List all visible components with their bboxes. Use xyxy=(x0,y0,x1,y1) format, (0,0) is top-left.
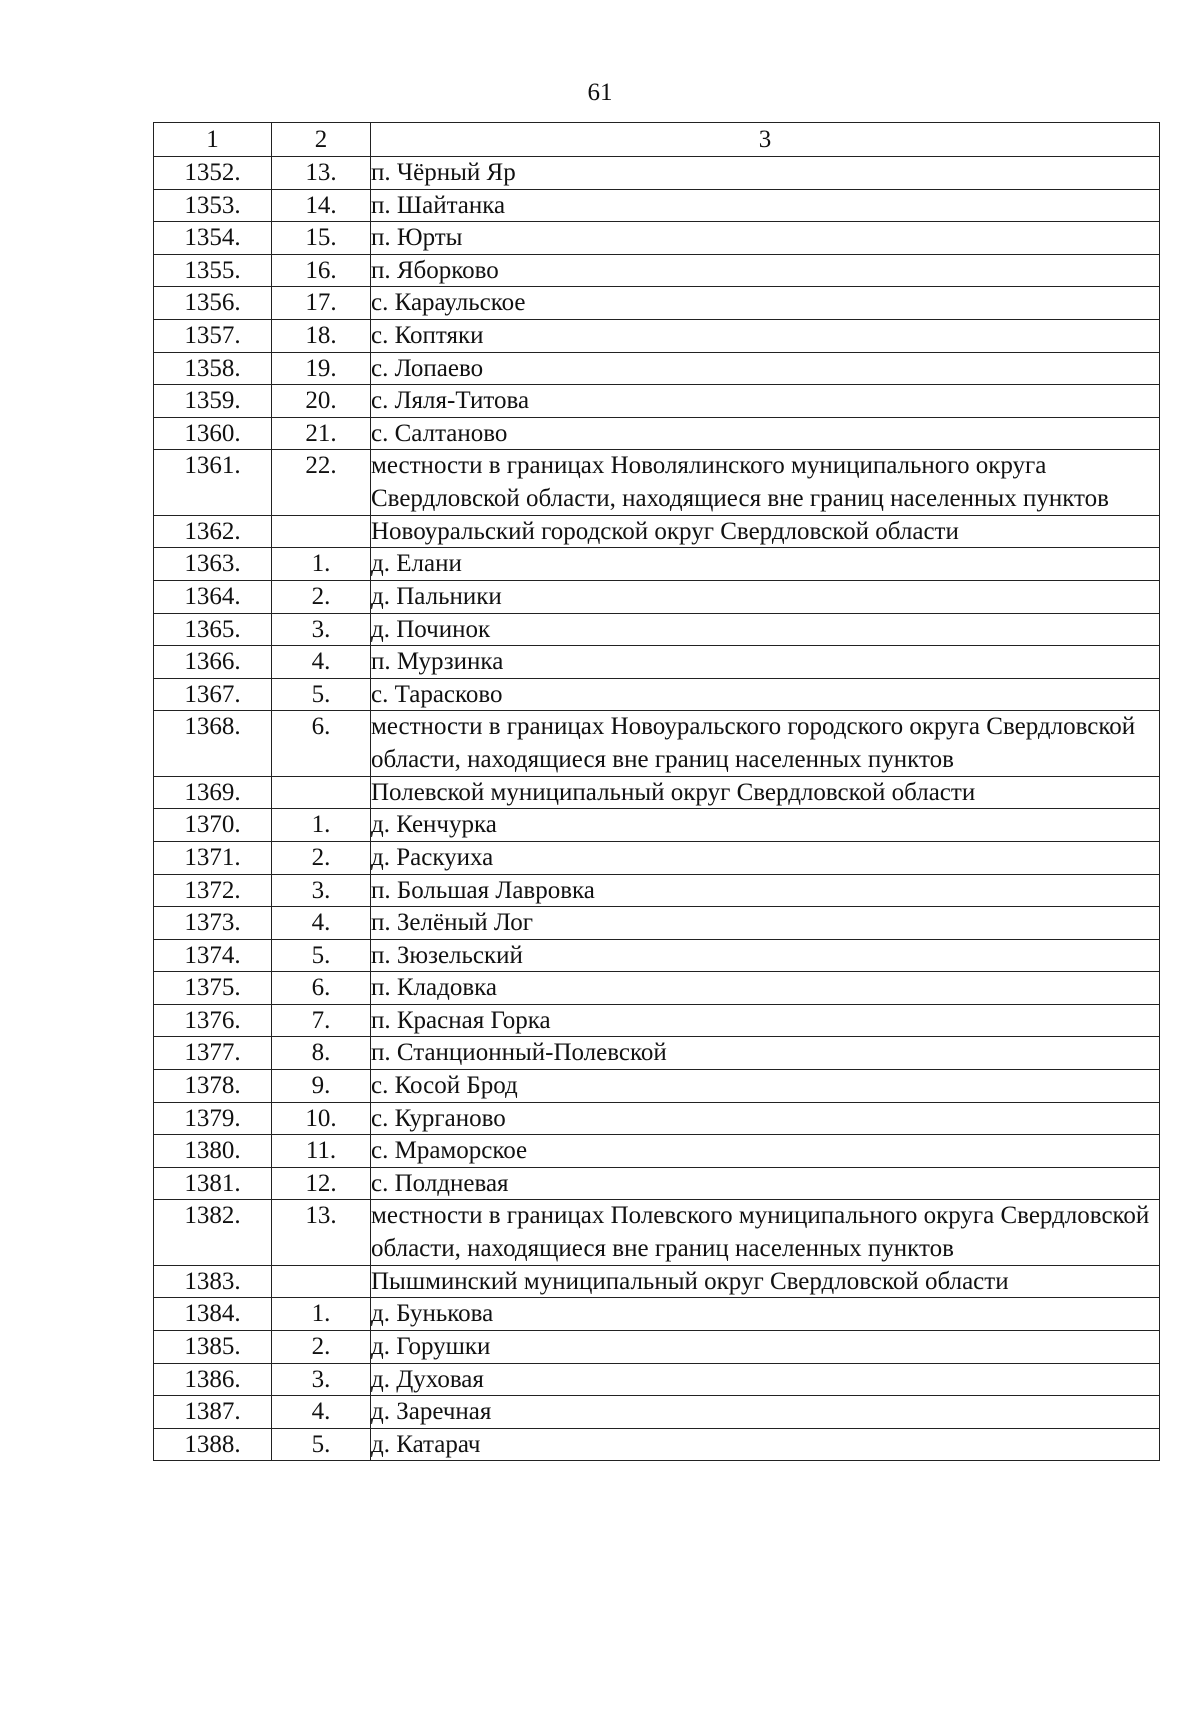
settlement-name-cell: п. Шайтанка xyxy=(371,189,1160,222)
sub-number-cell: 1. xyxy=(272,1298,371,1331)
sub-number-cell: 18. xyxy=(272,319,371,352)
settlement-name-cell: п. Красная Горка xyxy=(371,1004,1160,1037)
settlement-name-cell: д. Заречная xyxy=(371,1396,1160,1429)
row-number-cell: 1362. xyxy=(154,515,272,548)
settlement-name-cell: д. Кенчурка xyxy=(371,809,1160,842)
settlement-name-cell: с. Салтаново xyxy=(371,417,1160,450)
settlement-name-cell: п. Станционный-Полевской xyxy=(371,1037,1160,1070)
settlement-name-cell: с. Лопаево xyxy=(371,352,1160,385)
sub-number-cell: 13. xyxy=(272,157,371,190)
sub-number-cell: 20. xyxy=(272,385,371,418)
sub-number-cell: 6. xyxy=(272,972,371,1005)
row-number-cell: 1366. xyxy=(154,646,272,679)
row-number-cell: 1372. xyxy=(154,874,272,907)
column-header-3: 3 xyxy=(371,123,1160,157)
row-number-cell: 1388. xyxy=(154,1428,272,1461)
sub-number-cell: 21. xyxy=(272,417,371,450)
sub-number-cell: 14. xyxy=(272,189,371,222)
settlements-table xyxy=(153,122,1160,1461)
settlement-name-cell: Пышминский муниципальный округ Свердловской области xyxy=(371,1265,1160,1298)
row-number-cell: 1361. xyxy=(154,450,272,515)
settlement-name-cell: д. Починок xyxy=(371,613,1160,646)
row-number-cell: 1371. xyxy=(154,841,272,874)
row-number-cell: 1367. xyxy=(154,678,272,711)
row-number-cell: 1374. xyxy=(154,939,272,972)
table-row xyxy=(154,1396,1160,1429)
table-row xyxy=(154,874,1160,907)
sub-number-cell: 8. xyxy=(272,1037,371,1070)
settlement-name-cell: п. Зюзельский xyxy=(371,939,1160,972)
table-row xyxy=(154,678,1160,711)
row-number-cell: 1360. xyxy=(154,417,272,450)
row-number-cell: 1381. xyxy=(154,1167,272,1200)
sub-number-cell: 6. xyxy=(272,711,371,776)
settlement-name-cell: с. Караульское xyxy=(371,287,1160,320)
table-row xyxy=(154,1037,1160,1070)
table-header-row xyxy=(154,123,1160,157)
table-row xyxy=(154,417,1160,450)
row-number-cell: 1354. xyxy=(154,222,272,255)
column-header-2: 2 xyxy=(272,123,371,157)
table-row xyxy=(154,287,1160,320)
table-row xyxy=(154,319,1160,352)
row-number-cell: 1359. xyxy=(154,385,272,418)
table-row xyxy=(154,1004,1160,1037)
sub-number-cell: 5. xyxy=(272,939,371,972)
column-header-1: 1 xyxy=(154,123,272,157)
table-row xyxy=(154,515,1160,548)
settlement-name-cell: п. Мурзинка xyxy=(371,646,1160,679)
sub-number-cell: 2. xyxy=(272,580,371,613)
table-row xyxy=(154,1428,1160,1461)
settlement-name-cell: д. Духовая xyxy=(371,1363,1160,1396)
row-number-cell: 1383. xyxy=(154,1265,272,1298)
settlement-name-cell: с. Тарасково xyxy=(371,678,1160,711)
row-number-cell: 1380. xyxy=(154,1135,272,1168)
sub-number-cell: 13. xyxy=(272,1200,371,1265)
table-row xyxy=(154,1363,1160,1396)
row-number-cell: 1373. xyxy=(154,907,272,940)
sub-number-cell xyxy=(272,1265,371,1298)
table-row xyxy=(154,222,1160,255)
table-row xyxy=(154,809,1160,842)
sub-number-cell: 5. xyxy=(272,1428,371,1461)
row-number-cell: 1369. xyxy=(154,776,272,809)
row-number-cell: 1382. xyxy=(154,1200,272,1265)
settlement-name-cell: местности в границах Новоуральского городского округа Свердловской области, находящиеся вне границ населенных пунктов xyxy=(371,711,1160,776)
sub-number-cell: 4. xyxy=(272,646,371,679)
table-row xyxy=(154,939,1160,972)
sub-number-cell: 4. xyxy=(272,1396,371,1429)
table-row xyxy=(154,1298,1160,1331)
sub-number-cell: 19. xyxy=(272,352,371,385)
row-number-cell: 1365. xyxy=(154,613,272,646)
table-row xyxy=(154,1167,1160,1200)
settlement-name-cell: п. Чёрный Яр xyxy=(371,157,1160,190)
table-row xyxy=(154,1265,1160,1298)
sub-number-cell: 16. xyxy=(272,254,371,287)
sub-number-cell: 3. xyxy=(272,1363,371,1396)
row-number-cell: 1384. xyxy=(154,1298,272,1331)
settlement-name-cell: п. Большая Лавровка xyxy=(371,874,1160,907)
sub-number-cell xyxy=(272,776,371,809)
sub-number-cell: 17. xyxy=(272,287,371,320)
table-row xyxy=(154,1135,1160,1168)
row-number-cell: 1357. xyxy=(154,319,272,352)
sub-number-cell: 2. xyxy=(272,841,371,874)
table-row xyxy=(154,450,1160,515)
table-row xyxy=(154,254,1160,287)
sub-number-cell: 11. xyxy=(272,1135,371,1168)
row-number-cell: 1364. xyxy=(154,580,272,613)
settlement-name-cell: местности в границах Полевского муниципального округа Свердловской области, находящиеся вне границ населенных пунктов xyxy=(371,1200,1160,1265)
row-number-cell: 1368. xyxy=(154,711,272,776)
sub-number-cell: 10. xyxy=(272,1102,371,1135)
settlement-name-cell: с. Мраморское xyxy=(371,1135,1160,1168)
sub-number-cell: 3. xyxy=(272,874,371,907)
settlement-name-cell: д. Катарач xyxy=(371,1428,1160,1461)
settlement-name-cell: с. Ляля-Титова xyxy=(371,385,1160,418)
table-row xyxy=(154,907,1160,940)
table-row xyxy=(154,385,1160,418)
row-number-cell: 1353. xyxy=(154,189,272,222)
sub-number-cell xyxy=(272,515,371,548)
sub-number-cell: 15. xyxy=(272,222,371,255)
table-row xyxy=(154,189,1160,222)
settlement-name-cell: д. Елани xyxy=(371,548,1160,581)
table-row xyxy=(154,580,1160,613)
row-number-cell: 1358. xyxy=(154,352,272,385)
sub-number-cell: 4. xyxy=(272,907,371,940)
sub-number-cell: 9. xyxy=(272,1070,371,1103)
row-number-cell: 1376. xyxy=(154,1004,272,1037)
table-row xyxy=(154,972,1160,1005)
table-row xyxy=(154,1070,1160,1103)
settlement-name-cell: с. Курганово xyxy=(371,1102,1160,1135)
row-number-cell: 1363. xyxy=(154,548,272,581)
settlement-name-cell: с. Полдневая xyxy=(371,1167,1160,1200)
row-number-cell: 1386. xyxy=(154,1363,272,1396)
page-number: 61 xyxy=(587,79,613,106)
settlement-name-cell: д. Горушки xyxy=(371,1331,1160,1364)
settlement-name-cell: д. Бунькова xyxy=(371,1298,1160,1331)
table-row xyxy=(154,1331,1160,1364)
table-row xyxy=(154,548,1160,581)
sub-number-cell: 1. xyxy=(272,548,371,581)
row-number-cell: 1375. xyxy=(154,972,272,1005)
settlement-name-cell: Новоуральский городской округ Свердловской области xyxy=(371,515,1160,548)
settlement-name-cell: местности в границах Новолялинского муниципального округа Свердловской области, находящиеся вне границ населенных пунктов xyxy=(371,450,1160,515)
row-number-cell: 1352. xyxy=(154,157,272,190)
sub-number-cell: 3. xyxy=(272,613,371,646)
settlement-name-cell: с. Коптяки xyxy=(371,319,1160,352)
table-body xyxy=(154,123,1160,1461)
table-row xyxy=(154,841,1160,874)
row-number-cell: 1377. xyxy=(154,1037,272,1070)
row-number-cell: 1385. xyxy=(154,1331,272,1364)
settlement-name-cell: д. Раскуиха xyxy=(371,841,1160,874)
table-row xyxy=(154,1102,1160,1135)
settlement-name-cell: п. Зелёный Лог xyxy=(371,907,1160,940)
table-row xyxy=(154,157,1160,190)
sub-number-cell: 1. xyxy=(272,809,371,842)
table-row xyxy=(154,646,1160,679)
sub-number-cell: 22. xyxy=(272,450,371,515)
row-number-cell: 1370. xyxy=(154,809,272,842)
settlement-name-cell: с. Косой Брод xyxy=(371,1070,1160,1103)
sub-number-cell: 12. xyxy=(272,1167,371,1200)
sub-number-cell: 7. xyxy=(272,1004,371,1037)
sub-number-cell: 2. xyxy=(272,1331,371,1364)
sub-number-cell: 5. xyxy=(272,678,371,711)
settlement-name-cell: д. Пальники xyxy=(371,580,1160,613)
row-number-cell: 1356. xyxy=(154,287,272,320)
table-row xyxy=(154,613,1160,646)
settlement-name-cell: Полевской муниципальный округ Свердловской области xyxy=(371,776,1160,809)
table-row xyxy=(154,711,1160,776)
table-row xyxy=(154,776,1160,809)
table-row xyxy=(154,352,1160,385)
row-number-cell: 1355. xyxy=(154,254,272,287)
settlement-name-cell: п. Яборково xyxy=(371,254,1160,287)
table-row xyxy=(154,1200,1160,1265)
settlement-name-cell: п. Юрты xyxy=(371,222,1160,255)
settlement-name-cell: п. Кладовка xyxy=(371,972,1160,1005)
row-number-cell: 1379. xyxy=(154,1102,272,1135)
row-number-cell: 1387. xyxy=(154,1396,272,1429)
row-number-cell: 1378. xyxy=(154,1070,272,1103)
